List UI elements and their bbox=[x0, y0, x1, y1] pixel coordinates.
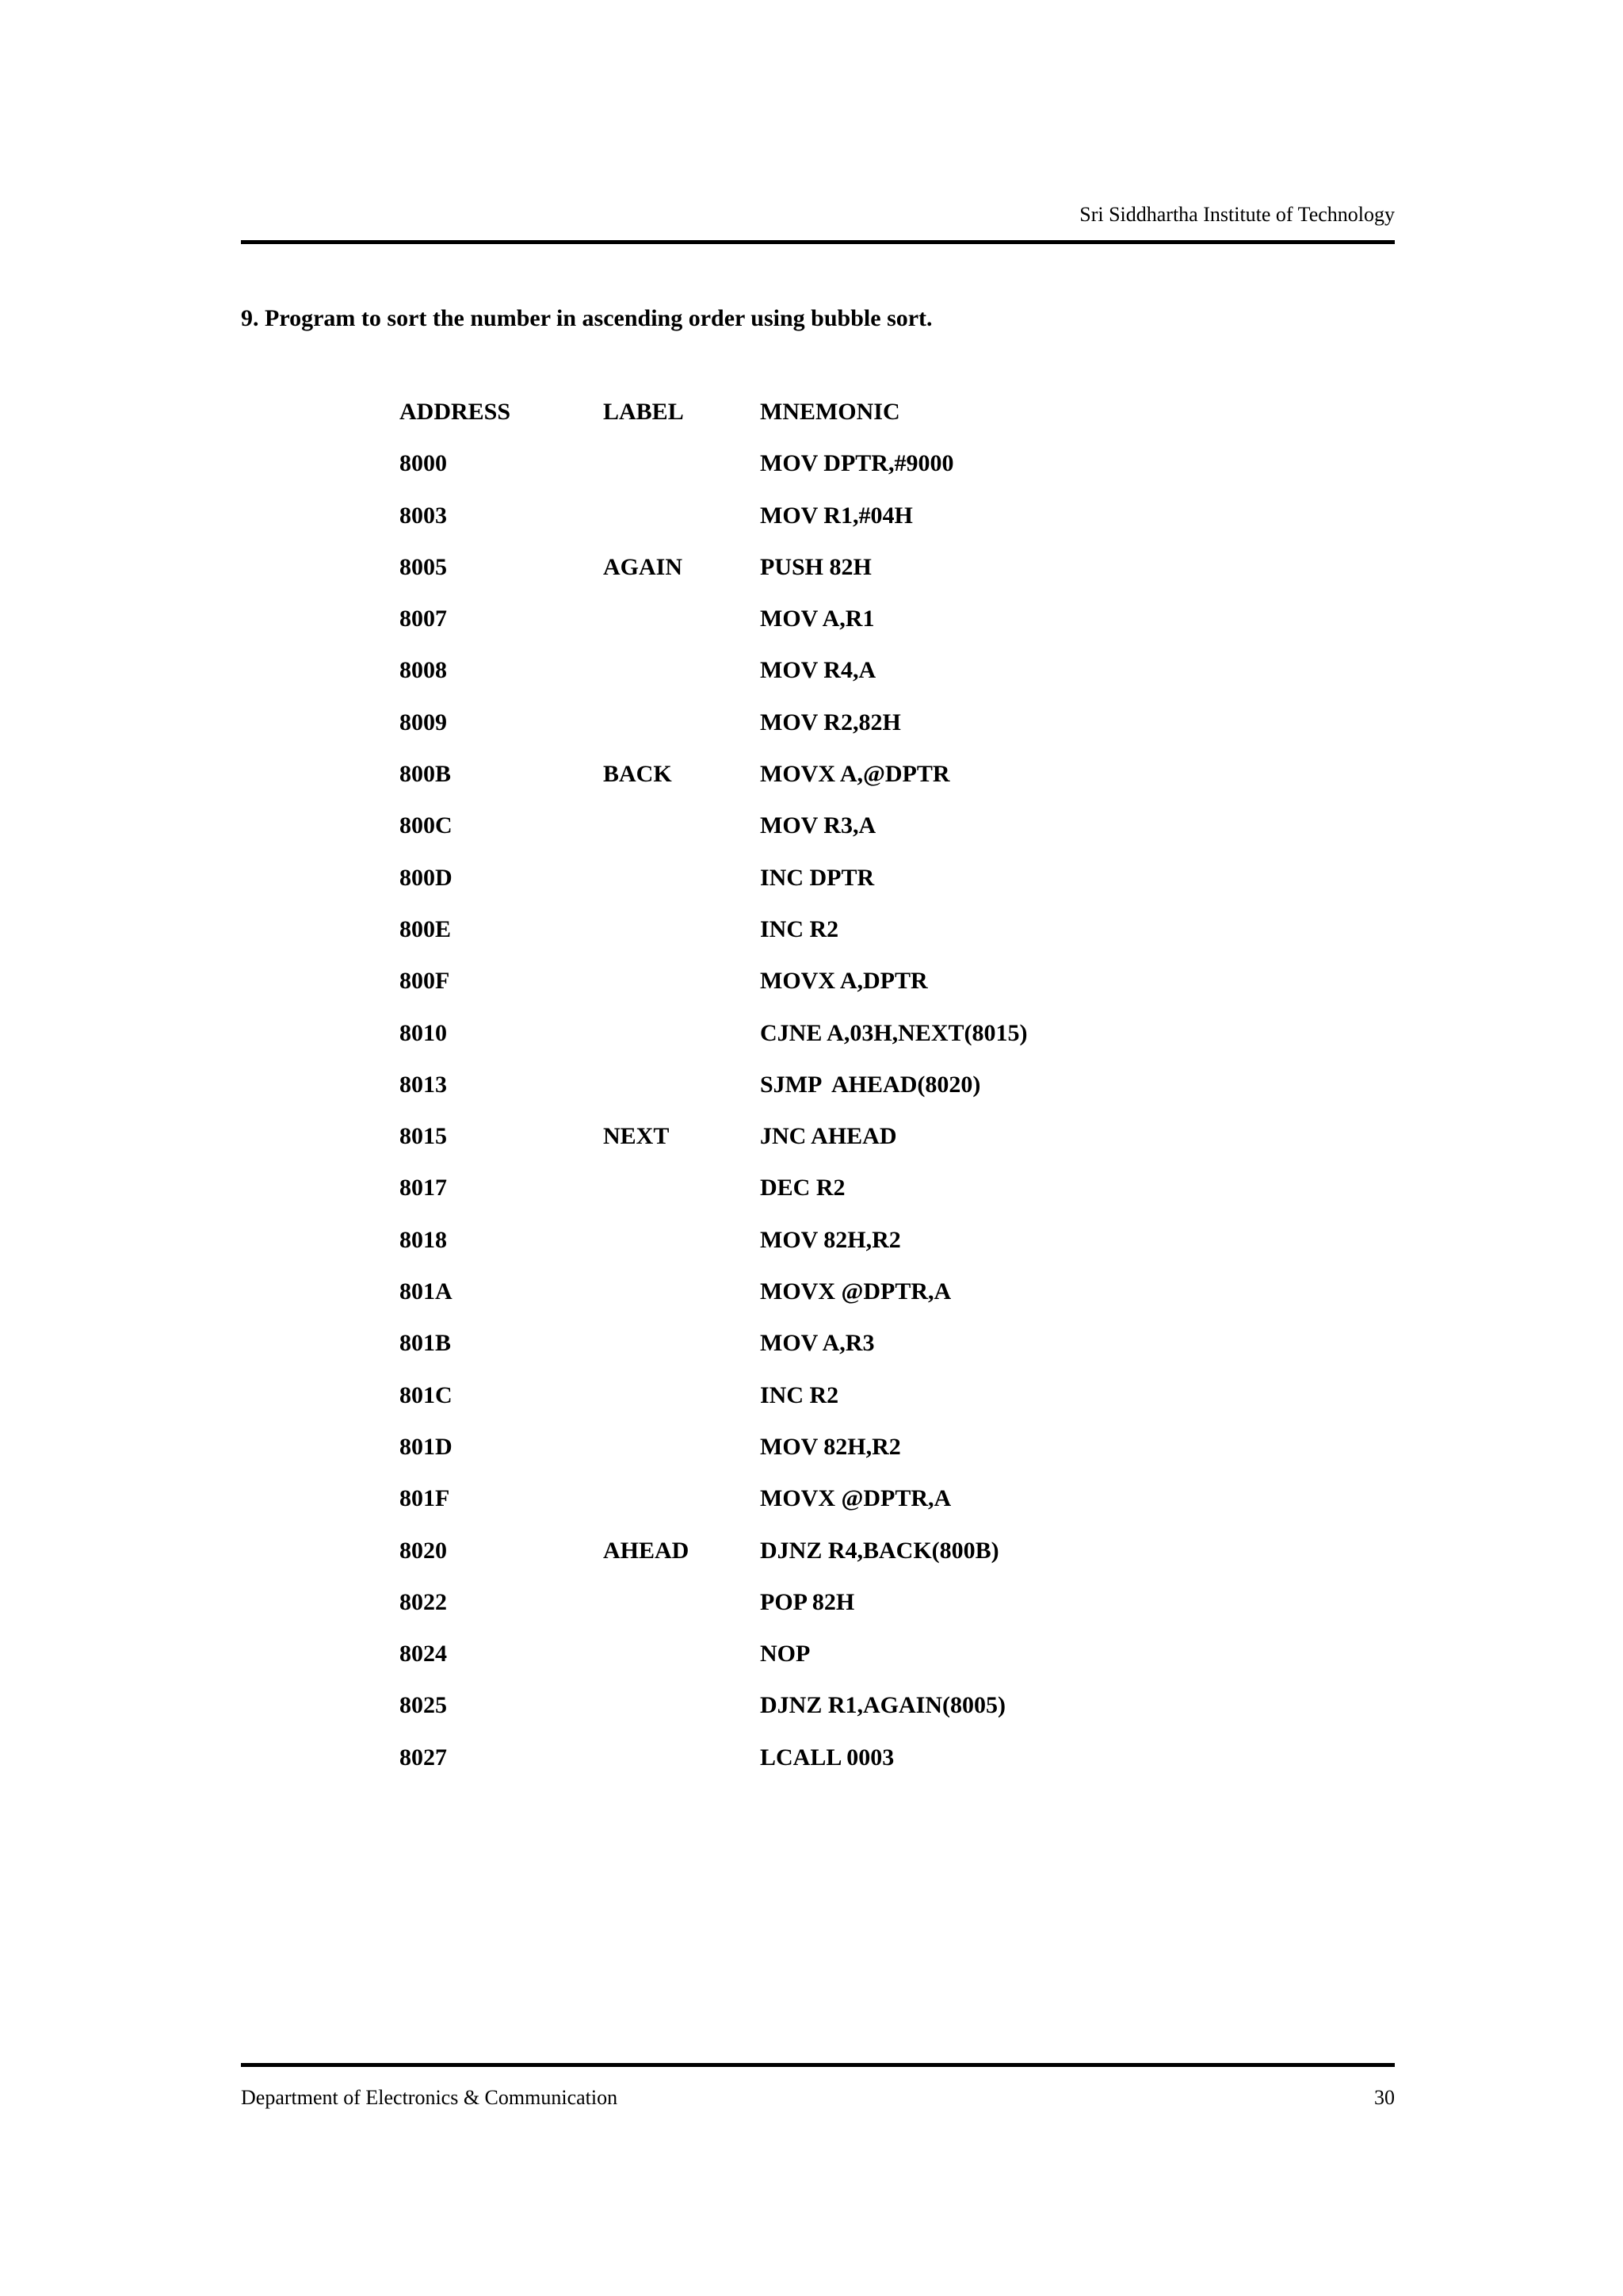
mnemonic-cell: DJNZ R1,AGAIN(8005) bbox=[760, 1692, 1006, 1719]
mnemonic-cell: SJMP AHEAD(8020) bbox=[760, 1071, 981, 1098]
address-cell: 800F bbox=[399, 968, 450, 995]
mnemonic-cell: MOV DPTR,#9000 bbox=[760, 450, 954, 477]
mnemonic-cell: NOP bbox=[760, 1641, 811, 1668]
mnemonic-cell: MOVX A,DPTR bbox=[760, 968, 928, 995]
address-cell: 8024 bbox=[399, 1641, 447, 1668]
column-header-address: ADDRESS bbox=[399, 399, 511, 425]
address-cell: 8008 bbox=[399, 657, 447, 684]
mnemonic-cell: LCALL 0003 bbox=[760, 1744, 895, 1771]
mnemonic-cell: INC DPTR bbox=[760, 864, 875, 891]
mnemonic-cell: DEC R2 bbox=[760, 1175, 846, 1201]
address-cell: 8000 bbox=[399, 450, 447, 477]
label-cell: AHEAD bbox=[603, 1537, 689, 1564]
mnemonic-cell: MOV 82H,R2 bbox=[760, 1433, 901, 1460]
mnemonic-cell: MOVX @DPTR,A bbox=[760, 1278, 952, 1305]
mnemonic-cell: INC R2 bbox=[760, 1381, 839, 1408]
address-cell: 801D bbox=[399, 1433, 453, 1460]
address-cell: 801B bbox=[399, 1330, 452, 1357]
mnemonic-cell: MOV A,R1 bbox=[760, 606, 875, 632]
footer-rule bbox=[241, 2063, 1395, 2067]
address-cell: 8018 bbox=[399, 1226, 447, 1253]
address-cell: 8025 bbox=[399, 1692, 447, 1719]
mnemonic-cell: JNC AHEAD bbox=[760, 1123, 897, 1150]
label-cell: NEXT bbox=[603, 1123, 670, 1150]
address-cell: 8013 bbox=[399, 1071, 447, 1098]
mnemonic-cell: DJNZ R4,BACK(800B) bbox=[760, 1537, 999, 1564]
address-cell: 8005 bbox=[399, 553, 447, 580]
address-cell: 8022 bbox=[399, 1588, 447, 1615]
label-cell: BACK bbox=[603, 761, 672, 788]
mnemonic-cell: MOV R3,A bbox=[760, 812, 876, 839]
address-cell: 8017 bbox=[399, 1175, 447, 1201]
address-cell: 8007 bbox=[399, 606, 447, 632]
mnemonic-cell: MOVX A,@DPTR bbox=[760, 761, 950, 788]
address-cell: 800C bbox=[399, 812, 453, 839]
address-cell: 8003 bbox=[399, 502, 447, 529]
address-cell: 800B bbox=[399, 761, 452, 788]
mnemonic-cell: MOVX @DPTR,A bbox=[760, 1485, 952, 1512]
header-rule bbox=[241, 240, 1395, 244]
mnemonic-cell: CJNE A,03H,NEXT(8015) bbox=[760, 1019, 1028, 1046]
mnemonic-cell: INC R2 bbox=[760, 915, 839, 942]
mnemonic-cell: POP 82H bbox=[760, 1588, 855, 1615]
footer-department: Department of Electronics & Communication bbox=[241, 2086, 618, 2109]
mnemonic-cell: MOV R1,#04H bbox=[760, 502, 913, 529]
header-institution: Sri Siddhartha Institute of Technology bbox=[1079, 203, 1395, 226]
page-number: 30 bbox=[1374, 2086, 1395, 2109]
column-header-label: LABEL bbox=[603, 399, 684, 425]
address-cell: 800E bbox=[399, 915, 452, 942]
column-header-mnemonic: MNEMONIC bbox=[760, 399, 900, 425]
address-cell: 8009 bbox=[399, 709, 447, 735]
address-cell: 801C bbox=[399, 1381, 453, 1408]
address-cell: 8020 bbox=[399, 1537, 447, 1564]
mnemonic-cell: MOV R4,A bbox=[760, 657, 876, 684]
section-title: 9. Program to sort the number in ascending order using bubble sort. bbox=[241, 305, 933, 331]
mnemonic-cell: MOV 82H,R2 bbox=[760, 1226, 901, 1253]
address-cell: 8015 bbox=[399, 1123, 447, 1150]
address-cell: 800D bbox=[399, 864, 453, 891]
label-cell: AGAIN bbox=[603, 553, 683, 580]
address-cell: 801F bbox=[399, 1485, 450, 1512]
address-cell: 801A bbox=[399, 1278, 453, 1305]
mnemonic-cell: MOV R2,82H bbox=[760, 709, 901, 735]
address-cell: 8010 bbox=[399, 1019, 447, 1046]
mnemonic-cell: PUSH 82H bbox=[760, 553, 872, 580]
mnemonic-cell: MOV A,R3 bbox=[760, 1330, 875, 1357]
address-cell: 8027 bbox=[399, 1744, 447, 1771]
